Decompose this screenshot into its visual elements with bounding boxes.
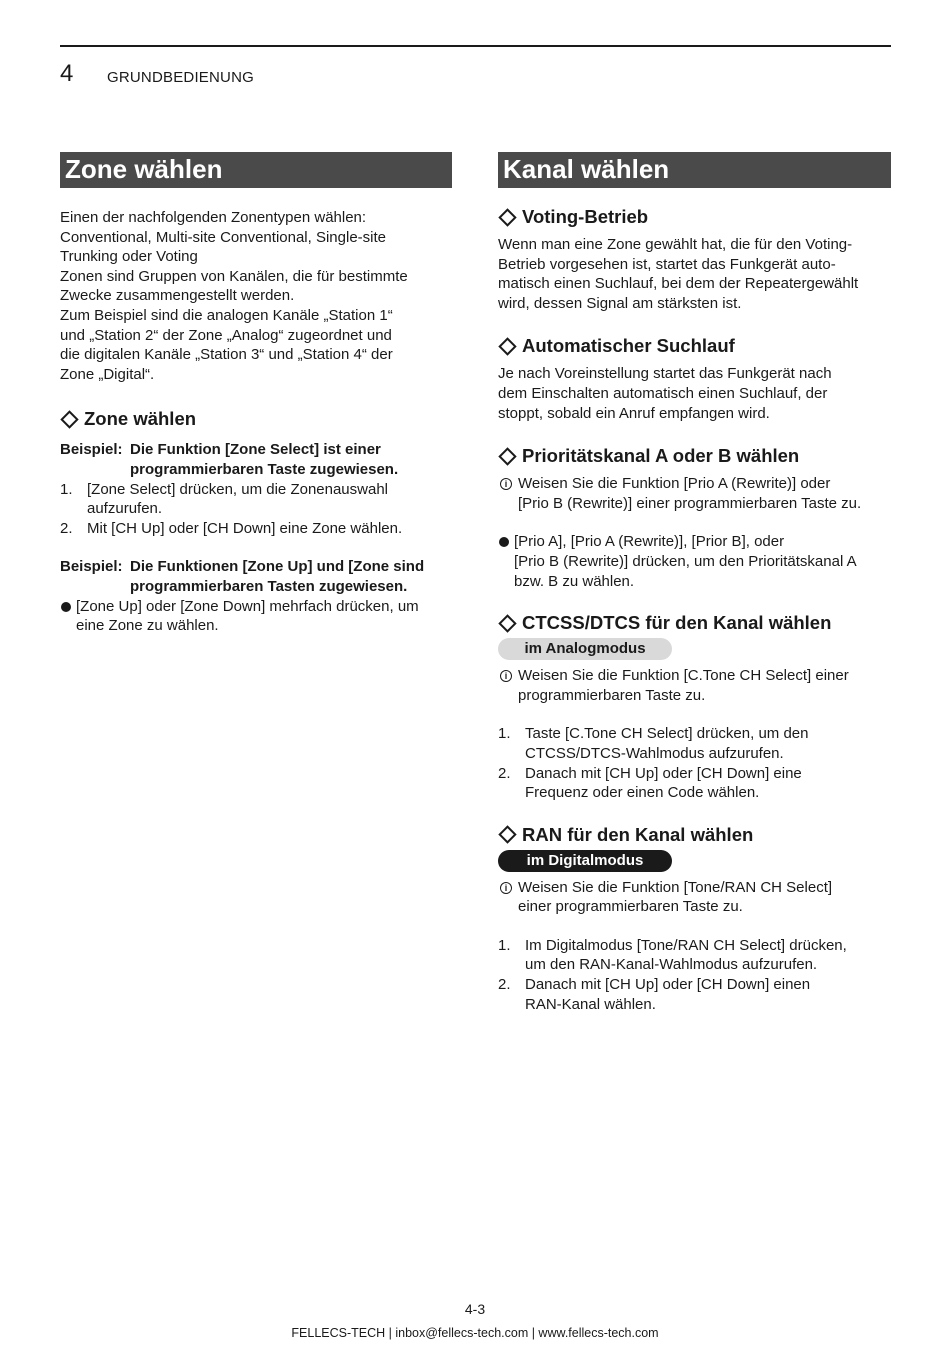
paragraph-line: dem Einschalten automatisch einen Suchlauf, der	[498, 384, 828, 402]
diamond-icon	[498, 208, 516, 226]
info-line: Weisen Sie die Funktion [Prio A (Rewrite)] oder	[518, 475, 831, 493]
subhead-priority	[498, 445, 891, 467]
step-line: CTCSS/DTCS-Wahlmodus aufzurufen.	[525, 744, 784, 762]
badge-digital-mode: im Digitalmodus	[498, 850, 672, 872]
chapter-number: 4	[60, 60, 74, 87]
diamond-icon	[498, 825, 516, 843]
intro-line: Zwecke zusammengestellt werden.	[60, 287, 295, 305]
example-line: programmierbaren Tasten zugewiesen.	[130, 577, 408, 595]
info-item	[498, 474, 891, 513]
step-item	[498, 936, 891, 975]
badge-analog-mode: im Analogmodus	[498, 638, 672, 660]
paragraph-line: Wenn man eine Zone gewählt hat, die für den Voting-	[498, 236, 853, 253]
info-line: [Prio B (Rewrite)] einer programmierbaren Taste zu.	[518, 494, 862, 512]
step-number: 2.	[60, 519, 73, 537]
header-rule	[60, 45, 891, 47]
step-item	[60, 519, 452, 539]
step-line: aufzurufen.	[87, 500, 163, 518]
page-number: 4-3	[464, 1301, 486, 1317]
scan-paragraph	[498, 364, 891, 423]
step-line: Im Digitalmodus [Tone/RAN CH Select] drücken,	[525, 936, 847, 954]
intro-line: Trunking oder Voting	[60, 248, 198, 266]
step-line: RAN-Kanal wählen.	[525, 995, 656, 1013]
step-number: 1.	[60, 480, 73, 498]
bullet-icon	[60, 597, 76, 636]
step-item	[498, 764, 891, 803]
subhead-text: Voting-Betrieb	[522, 206, 649, 227]
diamond-icon	[60, 410, 78, 428]
paragraph-line: Betrieb vorgesehen ist, startet das Funkgerät auto-	[498, 255, 836, 273]
bullet-line: eine Zone zu wählen.	[76, 617, 219, 635]
step-item	[498, 975, 891, 1014]
paragraph-line: wird, dessen Signal am stärksten ist.	[498, 294, 742, 312]
info-item	[498, 878, 891, 917]
diamond-icon	[498, 337, 516, 355]
info-line: Weisen Sie die Funktion [C.Tone CH Select] einer	[518, 667, 849, 685]
intro-line: Zone „Digital“.	[60, 365, 155, 383]
step-line: Danach mit [CH Up] oder [CH Down] einen	[525, 976, 811, 994]
bullet-item	[60, 597, 452, 636]
step-line: Frequenz oder einen Code wählen.	[525, 784, 760, 802]
step-number: 1.	[498, 936, 511, 954]
footer-text: FELLECS-TECH | inbox@fellecs-tech.com | www.fellecs-tech.com	[291, 1326, 659, 1340]
badge-wrap	[498, 638, 891, 660]
intro-paragraph	[60, 208, 452, 384]
example-label: Beispiel:	[60, 441, 123, 459]
right-column	[498, 152, 891, 1014]
example-line: programmierbaren Taste zugewiesen.	[130, 460, 399, 478]
info-line: programmierbaren Taste zu.	[518, 686, 706, 704]
step-item	[498, 724, 891, 763]
info-item	[498, 666, 891, 705]
bullet-line: [Prio B (Rewrite)] drücken, um den Prioritätskanal A	[514, 552, 857, 570]
badge-wrap	[498, 850, 891, 872]
section-title-zone: Zone wählen	[60, 152, 452, 188]
info-icon: i	[500, 882, 512, 894]
bullet-icon	[498, 532, 514, 591]
intro-line: Einen der nachfolgenden Zonentypen wählen:	[60, 209, 367, 226]
bullet-line: [Zone Up] oder [Zone Down] mehrfach drücken, um	[76, 597, 419, 615]
subhead-text: RAN für den Kanal wählen	[522, 823, 754, 845]
left-column	[60, 152, 452, 636]
paragraph-line: matisch einen Suchlauf, bei dem der Repeatergewählt	[498, 275, 859, 293]
subhead-voting	[498, 206, 891, 228]
step-number: 1.	[498, 725, 511, 743]
subhead-text: Zone wählen	[84, 408, 197, 430]
subhead-zone-select	[60, 408, 452, 430]
example-zone-updown	[60, 557, 452, 596]
paragraph-line: Je nach Voreinstellung startet das Funkgerät nach	[498, 365, 832, 383]
step-item	[60, 480, 452, 519]
paragraph-line: stoppt, sobald ein Anruf empfangen wird.	[498, 404, 770, 422]
example-line: Die Funktion [Zone Select] ist einer	[130, 441, 381, 459]
bullet-item	[498, 532, 891, 591]
intro-line: die digitalen Kanäle „Station 3“ und „Station 4“ der	[60, 346, 393, 364]
info-icon: i	[500, 478, 512, 490]
subhead-ran	[498, 824, 891, 846]
step-number: 2.	[498, 976, 511, 994]
example-zone-select	[60, 440, 452, 479]
example-label: Beispiel:	[60, 558, 123, 576]
step-line: um den RAN-Kanal-Wahlmodus aufzurufen.	[525, 956, 818, 974]
example-line: Die Funktionen [Zone Up] und [Zone sind	[130, 558, 425, 576]
intro-line: Conventional, Multi-site Conventional, Single-site	[60, 228, 387, 246]
subhead-text: CTCSS/DTCS für den Kanal wählen	[522, 612, 832, 634]
subhead-text: Prioritätskanal A oder B wählen	[522, 445, 800, 467]
section-title-channel: Kanal wählen	[498, 152, 891, 188]
info-line: Weisen Sie die Funktion [Tone/RAN CH Select]	[518, 878, 833, 896]
intro-line: Zum Beispiel sind die analogen Kanäle „Station 1“	[60, 306, 393, 324]
intro-line: Zonen sind Gruppen von Kanälen, die für bestimmte	[60, 267, 408, 285]
voting-paragraph	[498, 235, 891, 313]
diamond-icon	[498, 614, 516, 632]
step-line: Danach mit [CH Up] oder [CH Down] eine	[525, 764, 802, 782]
subhead-auto-scan	[498, 335, 891, 357]
subhead-text: Automatischer Suchlauf	[522, 335, 735, 357]
bullet-line: bzw. B zu wählen.	[514, 572, 635, 590]
intro-line: und „Station 2“ der Zone „Analog“ zugeordnet und	[60, 326, 392, 344]
step-line: Mit [CH Up] oder [CH Down] eine Zone wählen.	[87, 519, 403, 537]
diamond-icon	[498, 447, 516, 465]
step-line: Taste [C.Tone CH Select] drücken, um den	[525, 725, 809, 743]
step-line: [Zone Select] drücken, um die Zonenauswahl	[87, 480, 389, 498]
subhead-ctcss	[498, 612, 891, 634]
info-line: einer programmierbaren Taste zu.	[518, 898, 743, 916]
info-icon: i	[500, 670, 512, 682]
bullet-line: [Prio A], [Prio A (Rewrite)], [Prior B], oder	[514, 533, 785, 551]
chapter-title: GRUNDBEDIENUNG	[107, 69, 254, 86]
step-number: 2.	[498, 764, 511, 782]
